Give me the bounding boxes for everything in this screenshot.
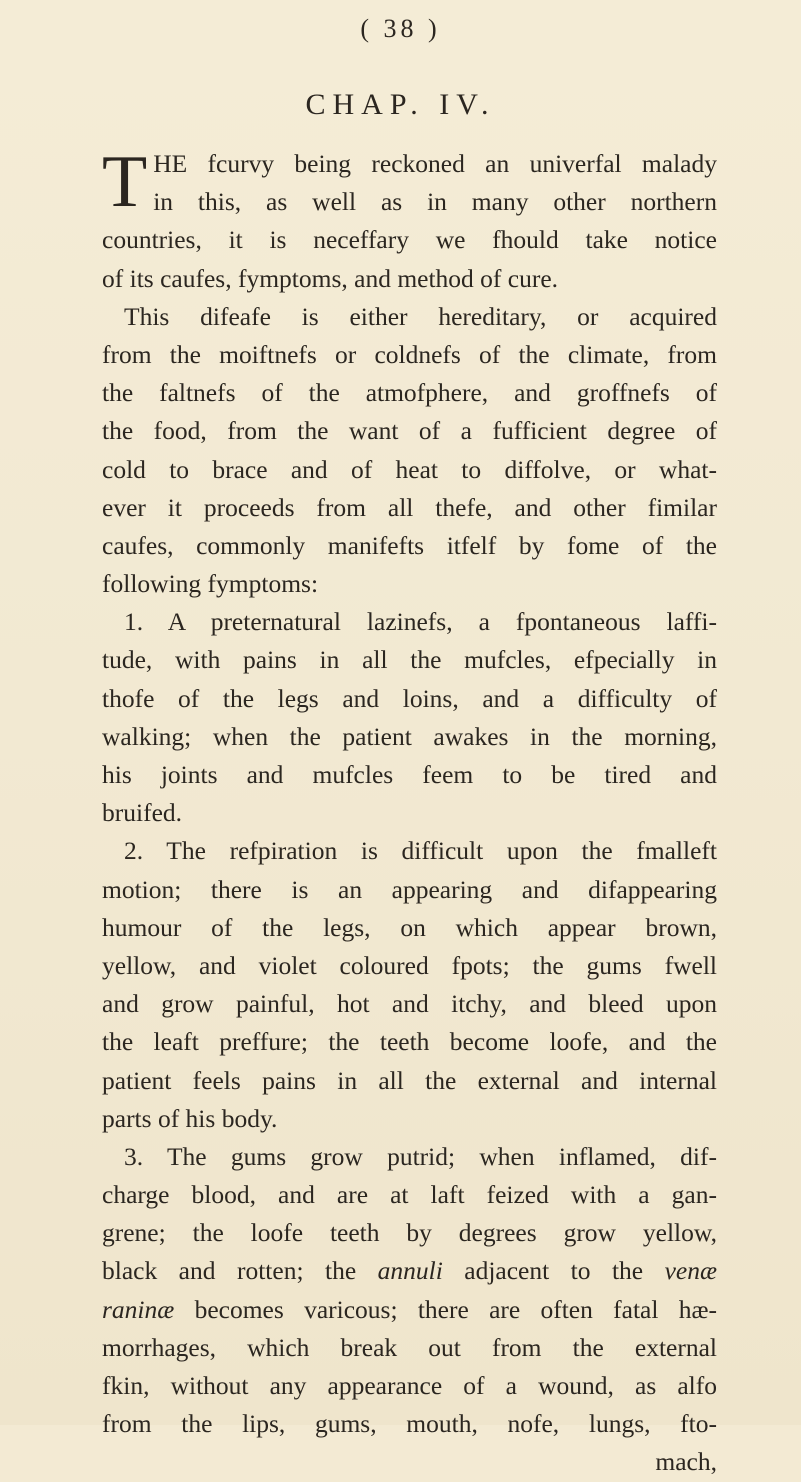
text-line: 2. The refpiration is difficult upon the fmalleft xyxy=(124,836,717,866)
text-line: walking; when the patient awakes in the morning, xyxy=(102,721,717,751)
text-line: and grow painful, hot and itchy, and bleed upon xyxy=(102,989,717,1019)
text-line: in this, as well as in many other northern xyxy=(153,187,717,217)
chapter-heading: CHAP. IV. xyxy=(305,88,496,121)
text-line: of its caufes, fymptoms, and method of cure. xyxy=(102,263,559,293)
text-line: tude, with pains in all the mufcles, efpecially in xyxy=(102,645,717,675)
paragraph-intro xyxy=(102,141,717,298)
text-line: the leaft preffure; the teeth become loofe, and the xyxy=(102,1027,717,1057)
body-text xyxy=(102,141,717,1482)
text-line: morrhages, which break out from the external xyxy=(102,1332,717,1362)
text-line: following fymptoms: xyxy=(102,569,319,599)
text-line: caufes, commonly manifefts itfelf by fome of the xyxy=(102,530,717,560)
text-line: the food, from the want of a fufficient degree of xyxy=(102,416,717,446)
italic-term-raninae: raninæ xyxy=(102,1294,175,1324)
text-line: ever it proceeds from all thefe, and other fimilar xyxy=(102,492,717,522)
italic-term-annuli: annuli xyxy=(377,1256,443,1286)
page-number: ( 38 ) xyxy=(360,14,441,43)
text-line: patient feels pains in all the external and internal xyxy=(102,1065,717,1095)
text-fragment: adjacent to the xyxy=(442,1256,665,1286)
text-line: the faltnefs of the atmofphere, and groffnefs of xyxy=(102,378,717,408)
text-line: cold to brace and of heat to diffolve, or what- xyxy=(102,454,717,484)
text-fragment: becomes varicous; there are often fatal hæ- xyxy=(174,1294,717,1324)
text-line: motion; there is an appearing and difappearing xyxy=(102,874,717,904)
text-line: from the lips, gums, mouth, nofe, lungs, fto- xyxy=(102,1409,717,1439)
symptom-item-1 xyxy=(102,603,717,832)
italic-term-venae: venæ xyxy=(664,1256,717,1286)
text-line: charge blood, and are at laft feized with a gan- xyxy=(102,1180,717,1210)
text-line: 1. A preternatural lazinefs, a fpontaneous laffi- xyxy=(124,607,717,637)
text-line: his joints and mufcles feem to be tired and xyxy=(102,760,717,789)
text-line: This difeafe is either hereditary, or acquired xyxy=(124,301,717,331)
text-fragment: black and rotten; the xyxy=(102,1256,378,1286)
text-line-with-italics xyxy=(102,1291,717,1329)
paragraph-causes xyxy=(102,298,717,604)
text-line: bruifed. xyxy=(102,798,183,828)
text-line: yellow, and violet coloured fpots; the gums fwell xyxy=(102,950,717,980)
text-line: fkin, without any appearance of a wound, as alfo xyxy=(102,1371,717,1400)
text-line-with-italics xyxy=(102,1252,717,1290)
drop-cap-letter: T xyxy=(102,141,148,223)
text-line: thofe of the legs and loins, and a difficulty of xyxy=(102,683,717,713)
symptom-item-2 xyxy=(102,832,717,1138)
text-line: humour of the legs, on which appear brown, xyxy=(102,912,717,942)
text-line: 3. The gums grow putrid; when inflamed, dif- xyxy=(124,1141,717,1171)
catchword-line: mach, xyxy=(655,1447,717,1477)
text-line: from the moiftnefs or coldnefs of the climate, from xyxy=(102,339,717,369)
text-line: HE fcurvy being reckoned an univerfal malady xyxy=(153,149,717,178)
symptom-item-3 xyxy=(102,1138,717,1482)
text-line: grene; the loofe teeth by degrees grow yellow, xyxy=(102,1218,717,1248)
text-line: parts of his body. xyxy=(102,1103,278,1133)
text-line: countries, it is neceffary we fhould take notice xyxy=(102,225,717,255)
